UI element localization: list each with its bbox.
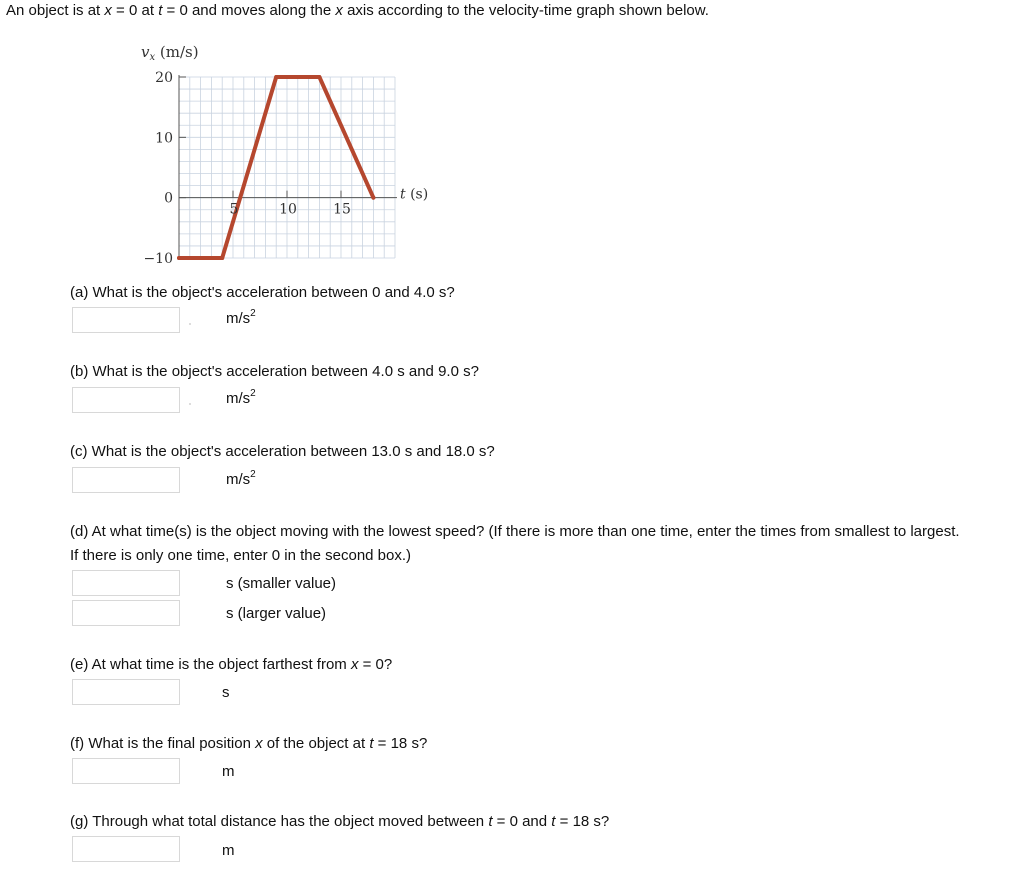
unit-d1: s (smaller value) <box>226 575 337 592</box>
answer-b-input[interactable] <box>72 387 180 413</box>
y-tick-label: 10 <box>155 130 173 147</box>
unit-g: m <box>222 842 235 859</box>
unit-b: $m/s^2$ <box>226 388 256 407</box>
question-g-text: (g) Through what total distance has the object moved between t = 0 and t = 18 s? <box>70 813 610 830</box>
question-e-text: (e) At what time is the object farthest from x = 0? <box>70 656 393 673</box>
x-tick-label: 10 <box>279 201 297 218</box>
data-point <box>317 75 321 79</box>
x-tick-label: 5 <box>229 201 239 218</box>
y-tick-label: −10 <box>143 251 173 267</box>
x-tick-label: 15 <box>333 201 351 218</box>
velocity-time-graph <box>120 40 450 270</box>
x-axis-label: t (s) <box>400 186 429 203</box>
unit-e: s <box>222 684 230 701</box>
question-c-text: (c) What is the object's acceleration between 13.0 s and 18.0 s? <box>70 443 495 460</box>
unit-f: m <box>222 763 235 780</box>
data-point <box>220 256 224 260</box>
answer-f-input[interactable] <box>72 758 180 784</box>
question-a-text: (a) What is the object's acceleration between 0 and 4.0 s? <box>70 284 455 301</box>
unit-c: $m/s^2$ <box>226 469 256 488</box>
data-point <box>177 256 181 260</box>
question-f-text: (f) What is the final position x of the object at t = 18 s? <box>70 735 428 752</box>
question-d-line2: If there is only one time, enter 0 in the second box.) <box>70 547 412 564</box>
answer-g-input[interactable] <box>72 836 180 862</box>
y-tick-label: 0 <box>164 190 173 207</box>
answer-d1-input[interactable] <box>72 570 180 596</box>
y-tick-label: 20 <box>155 70 173 86</box>
problem-statement: An object is at x = 0 at t = 0 and moves along the x axis according to the velocity-time graph shown below. <box>6 2 709 19</box>
y-axis-label: $v_x$ (m/s) <box>141 43 199 63</box>
unit-d2: s (larger value) <box>226 605 327 622</box>
unit-a: $m/s^2$ <box>226 308 256 327</box>
question-b-text: (b) What is the object's acceleration between 4.0 s and 9.0 s? <box>70 363 479 380</box>
data-point <box>371 196 375 200</box>
answer-d2-input[interactable] <box>72 600 180 626</box>
data-point <box>274 75 278 79</box>
question-d-line1: (d) At what time(s) is the object moving with the lowest speed? (If there is more than one time, enter the times from smallest to largest. <box>70 523 960 540</box>
answer-e-input[interactable] <box>72 679 180 705</box>
status-dot <box>189 323 191 325</box>
answer-c-input[interactable] <box>72 467 180 493</box>
answer-a-input[interactable] <box>72 307 180 333</box>
status-dot <box>189 403 191 405</box>
